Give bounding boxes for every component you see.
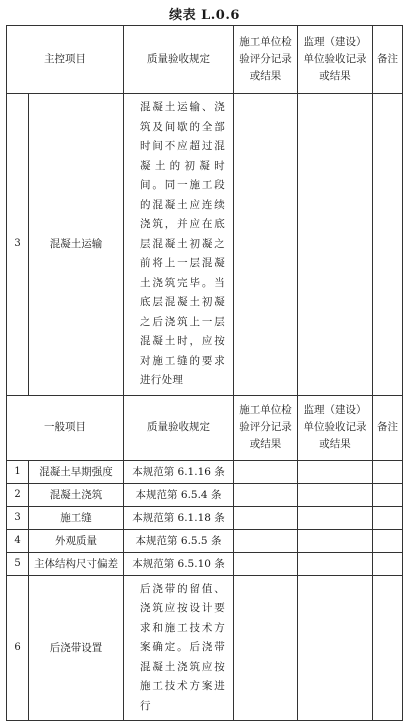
table-title: 续表 L.0.6 — [169, 8, 240, 23]
item-name: 外观质量 — [29, 529, 124, 552]
supervisor-cell — [298, 552, 373, 575]
supervisor-cell — [298, 506, 373, 529]
general-header-row — [7, 395, 403, 460]
row-number: 2 — [7, 483, 29, 506]
main-row — [7, 94, 403, 396]
header-supervisor: 监理（建设）单位验收记录或结果 — [298, 395, 373, 460]
contractor-cell — [234, 94, 298, 396]
note-cell — [373, 506, 403, 529]
note-cell — [373, 575, 403, 721]
table-row — [7, 575, 403, 721]
header-spec: 质量验收规定 — [124, 395, 234, 460]
row-number: 6 — [7, 575, 29, 721]
note-cell — [373, 552, 403, 575]
header-main-item: 主控项目 — [7, 26, 124, 94]
supervisor-cell — [298, 483, 373, 506]
item-name: 施工缝 — [29, 506, 124, 529]
spec-text: 后浇带的留值、浇筑应按设计要求和施工技术方案确定。后浇带混凝土浇筑应按施工技术方案进行 — [124, 575, 234, 721]
header-supervisor: 监理（建设）单位验收记录或结果 — [298, 26, 373, 94]
item-name: 混凝土浇筑 — [29, 483, 124, 506]
note-cell — [373, 94, 403, 396]
table-row — [7, 506, 403, 529]
spec-text: 混凝土运输、浇筑及间歇的全部时间不应超过混凝土的初凝时间。同一施工段的混凝土应连续浇筑，并应在底层混凝土初凝之前将上一层混凝土浇筑完毕。当底层混凝土初凝之后浇筑上一层混凝土时，应按对施工缝的要求进行处理 — [124, 94, 234, 396]
item-name: 主体结构尺寸偏差 — [29, 552, 124, 575]
contractor-cell — [234, 575, 298, 721]
table-row — [7, 483, 403, 506]
acceptance-table — [6, 25, 403, 721]
table-row — [7, 529, 403, 552]
item-name: 混凝土早期强度 — [29, 460, 124, 483]
contractor-cell — [234, 483, 298, 506]
header-note: 备注 — [373, 26, 403, 94]
table-row — [7, 552, 403, 575]
spec-text: 本规范第 6.1.16 条 — [124, 460, 234, 483]
row-number: 3 — [7, 94, 29, 396]
contractor-cell — [234, 552, 298, 575]
contractor-cell — [234, 460, 298, 483]
row-number: 1 — [7, 460, 29, 483]
header-spec: 质量验收规定 — [124, 26, 234, 94]
supervisor-cell — [298, 529, 373, 552]
note-cell — [373, 483, 403, 506]
contractor-cell — [234, 506, 298, 529]
row-number: 5 — [7, 552, 29, 575]
supervisor-cell — [298, 575, 373, 721]
table-row — [7, 460, 403, 483]
row-number: 4 — [7, 529, 29, 552]
spec-text: 本规范第 6.1.18 条 — [124, 506, 234, 529]
spec-text: 本规范第 6.5.4 条 — [124, 483, 234, 506]
header-note: 备注 — [373, 395, 403, 460]
main-header-row — [7, 26, 403, 94]
note-cell — [373, 460, 403, 483]
supervisor-cell — [298, 460, 373, 483]
header-contractor: 施工单位检验评分记录或结果 — [234, 395, 298, 460]
note-cell — [373, 529, 403, 552]
contractor-cell — [234, 529, 298, 552]
supervisor-cell — [298, 94, 373, 396]
row-number: 3 — [7, 506, 29, 529]
header-general-item: 一般项目 — [7, 395, 124, 460]
item-name: 混凝土运输 — [29, 94, 124, 396]
spec-text: 本规范第 6.5.5 条 — [124, 529, 234, 552]
header-contractor: 施工单位检验评分记录或结果 — [234, 26, 298, 94]
item-name: 后浇带设置 — [29, 575, 124, 721]
spec-text: 本规范第 6.5.10 条 — [124, 552, 234, 575]
